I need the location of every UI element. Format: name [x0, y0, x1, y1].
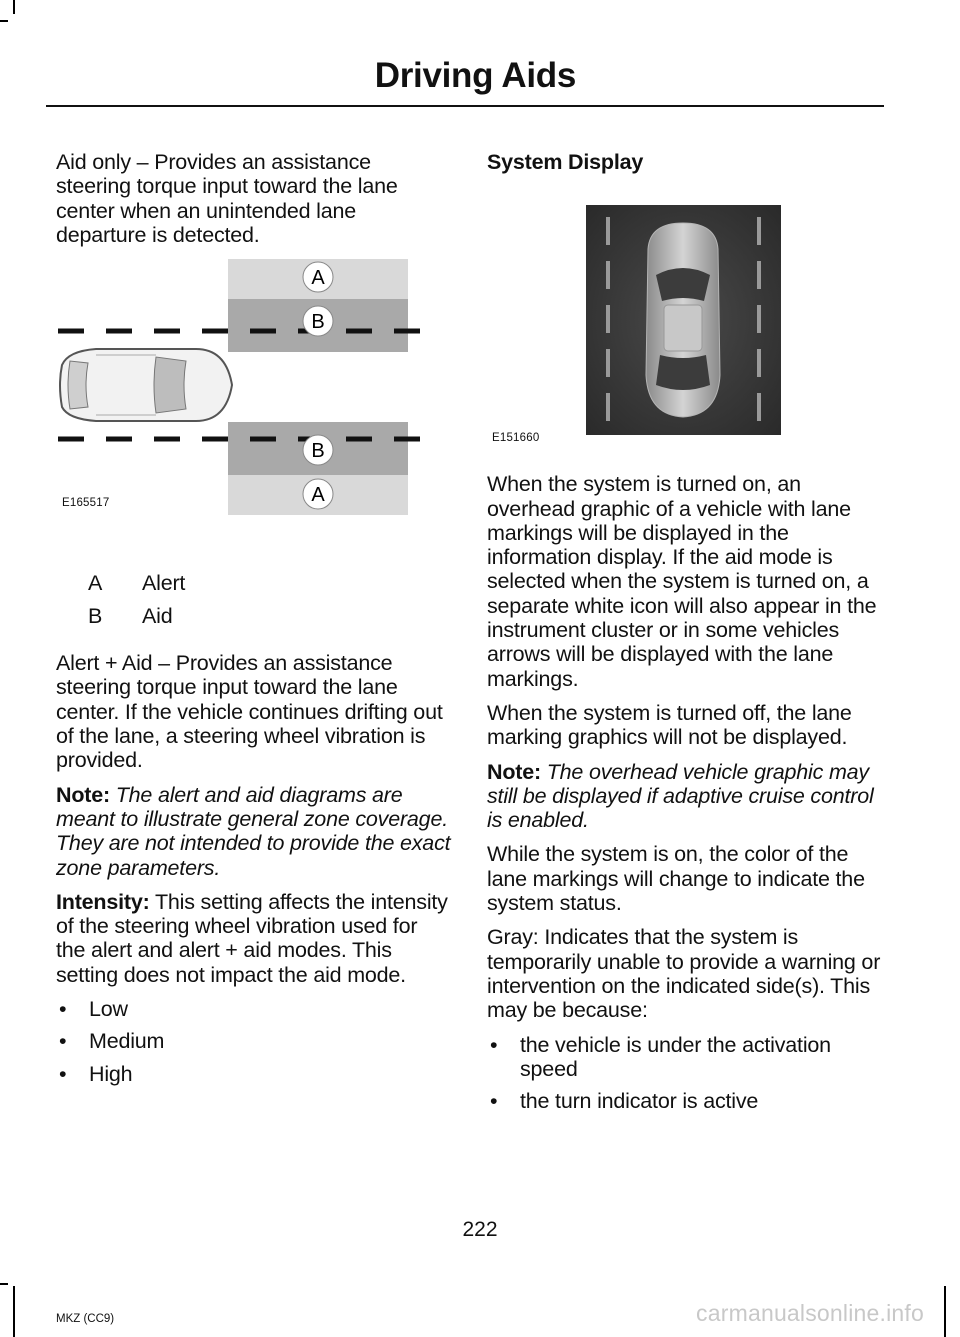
svg-text:B: B — [311, 311, 325, 333]
intensity-label: Intensity: — [56, 889, 150, 914]
header-divider — [46, 105, 884, 107]
note-label: Note: — [56, 782, 110, 807]
svg-text:A: A — [311, 484, 325, 506]
intensity-list — [56, 997, 451, 1086]
list-item: • the vehicle is under the activation speed — [490, 1032, 831, 1081]
list-item: • the turn indicator is active — [490, 1089, 759, 1114]
crop-mark — [13, 1286, 15, 1337]
color-paragraph: While the system is on, the color of the lane markings will change to indicate the system status. — [487, 842, 865, 916]
system-off-paragraph: When the system is turned off, the lane marking graphics will not be displayed. — [487, 700, 852, 750]
crop-mark — [0, 1283, 8, 1285]
legend-row — [56, 604, 451, 637]
svg-text:B: B — [311, 440, 325, 462]
page-title: Driving Aids — [374, 56, 576, 95]
crop-mark — [0, 20, 8, 22]
gray-reasons-list — [487, 1033, 884, 1114]
legend-key: B — [88, 604, 103, 629]
legend-key: A — [88, 571, 103, 596]
crop-mark — [944, 1286, 946, 1337]
section-heading: System Display — [487, 150, 644, 174]
note-text: The overhead vehicle graphic may still be displayed if adaptive cruise control is enabled. — [487, 759, 874, 833]
label-a-bottom — [303, 479, 333, 509]
legend-row — [56, 571, 451, 604]
svg-text:A: A — [311, 267, 325, 289]
label-b-bottom — [303, 435, 333, 465]
system-display-graphic — [586, 205, 781, 435]
system-on-paragraph: When the system is turned on, an overhead graphic of a vehicle with lane markings will be displayed in the information display. If the aid mode is selected when the system is turned on, a separate white icon will also appear in the instrument cluster or in some vehicles arrows will be displayed with the lane markings. — [487, 472, 877, 691]
crop-mark — [13, 0, 15, 14]
vehicle-overhead-icon — [646, 223, 720, 417]
label-b-top — [303, 306, 333, 336]
list-item: • High — [59, 1061, 133, 1086]
page-number: 222 — [462, 1218, 498, 1241]
note-paragraph — [56, 783, 451, 880]
note-text: The alert and aid diagrams are meant to illustrate general zone coverage. They are not intended to provide the exact zone parameters. — [56, 782, 451, 880]
figure-code: E151660 — [492, 432, 540, 444]
figure-code: E165517 — [62, 497, 110, 509]
alert-aid-paragraph: Alert + Aid – Provides an assistance steering torque input toward the lane center. If the vehicle continues drifting out of the lane, a steering wheel vibration is provided. — [56, 651, 443, 773]
alert-aid-zone-diagram — [56, 257, 436, 517]
figure-legend — [56, 571, 451, 637]
note-paragraph — [487, 760, 884, 833]
intensity-paragraph — [56, 890, 451, 987]
legend-value: Aid — [142, 604, 173, 629]
note-label: Note: — [487, 759, 541, 784]
car-top-view — [60, 349, 232, 421]
model-label: MKZ (CC9) — [56, 1313, 115, 1325]
label-a-top — [303, 262, 333, 292]
intensity-text: This setting affects the intensity of the steering wheel vibration used for the alert and alert + aid modes. This setting does not impact the aid mode. — [56, 889, 448, 987]
watermark: carmanualsonline.info — [696, 1300, 924, 1326]
aid-only-paragraph: Aid only – Provides an assistance steering torque input toward the lane center when an unintended lane departure is detected. — [56, 150, 398, 247]
list-item: • Medium — [59, 1029, 165, 1054]
legend-value: Alert — [142, 571, 186, 596]
gray-paragraph: Gray: Indicates that the system is temporarily unable to provide a warning or intervention on the indicated side(s). This may be because: — [487, 925, 881, 1023]
list-item: • Low — [59, 997, 128, 1022]
